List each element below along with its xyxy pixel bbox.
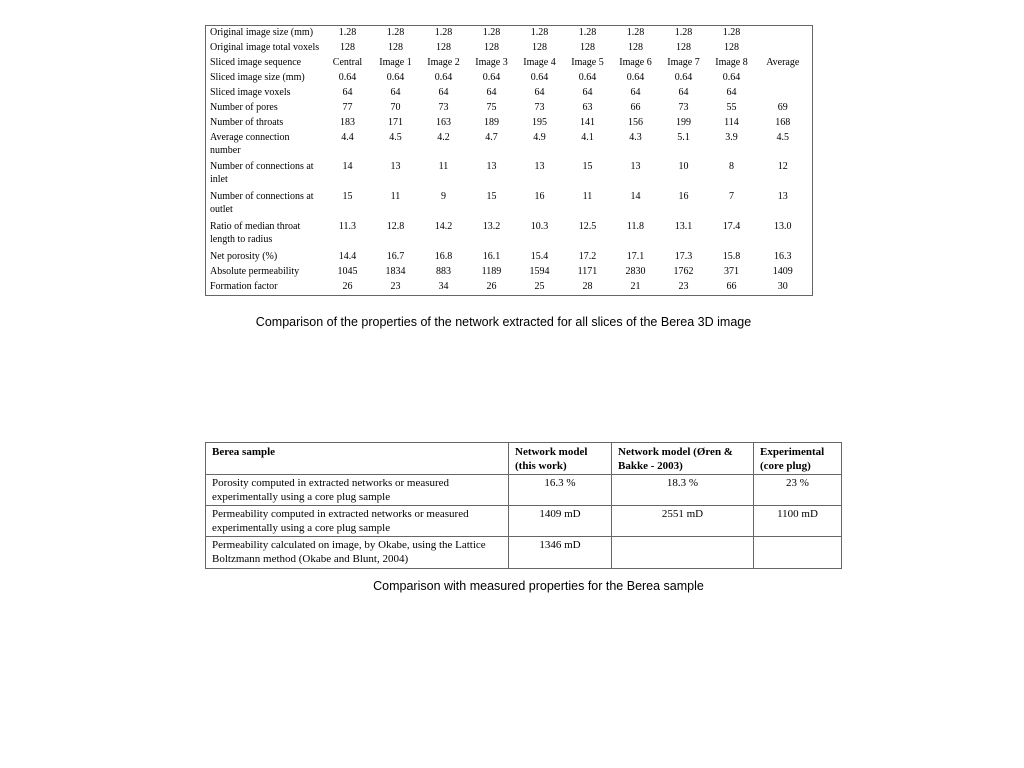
header-berea-sample: Berea sample: [206, 443, 509, 475]
table-row: [206, 537, 842, 569]
table-cell: 0.64: [674, 71, 693, 83]
header-experimental: Experimental (core plug): [754, 443, 842, 475]
table-row: [206, 506, 842, 537]
table-cell: 26: [342, 280, 353, 292]
table-cell: 141: [580, 116, 595, 128]
row-label: Permeability computed in extracted networks or measured experimentally using a core plug sample: [206, 506, 509, 537]
table-cell: 0.64: [386, 71, 405, 83]
table-cell: 70: [390, 101, 401, 113]
slice-properties-body: [206, 26, 813, 296]
table-cell: 16.1: [482, 250, 501, 262]
table-cell: 17.4: [722, 221, 741, 233]
table-cell: 14: [342, 161, 353, 173]
table-cell: 2830: [625, 265, 646, 277]
table-cell: 13.2: [482, 221, 501, 233]
table-cell: 34: [438, 280, 449, 292]
table-cell: 64: [342, 86, 353, 98]
row-label: Ratio of median throat length to radius: [210, 221, 301, 246]
table-cell: Image 8: [715, 56, 748, 68]
table-cell: [612, 537, 754, 569]
table-cell: 0.64: [578, 71, 597, 83]
table-cell: 69: [777, 101, 788, 113]
table-cell: 1171: [577, 265, 598, 277]
table-cell: [756, 41, 813, 56]
table-cell: 3.9: [725, 131, 738, 143]
row-label: Number of pores: [210, 101, 278, 113]
table-cell: 15: [486, 191, 497, 203]
table-cell: 12: [777, 161, 788, 173]
table-cell: 4.3: [629, 131, 642, 143]
table-cell: 1045: [337, 265, 358, 277]
table-cell: 28: [582, 280, 593, 292]
table1-caption: Comparison of the properties of the network extracted for all slices of the Berea 3D image: [255, 315, 752, 329]
table-cell: Image 7: [667, 56, 700, 68]
row-label: Sliced image size (mm): [210, 71, 305, 83]
table-cell: 1.28: [434, 27, 453, 38]
table-cell: 13: [534, 161, 545, 173]
table-cell: 1834: [385, 265, 406, 277]
table-cell: 4.7: [485, 131, 498, 143]
table-cell: [756, 86, 813, 101]
table-cell: 128: [580, 42, 595, 53]
table-cell: 0.64: [482, 71, 501, 83]
table-cell: 1.28: [674, 27, 693, 38]
table-cell: 1.28: [338, 27, 357, 38]
table-cell: 17.1: [626, 250, 645, 262]
table-cell: Image 4: [523, 56, 556, 68]
table-cell: 1.28: [578, 27, 597, 38]
table-cell: 168: [775, 116, 791, 128]
table-cell: 16.8: [434, 250, 453, 262]
table-row: [206, 250, 813, 265]
table-cell: 73: [438, 101, 449, 113]
table-cell: 4.5: [776, 131, 789, 143]
table-cell: 0.64: [722, 71, 741, 83]
table-cell: 17.2: [578, 250, 597, 262]
table-cell: 9: [441, 191, 446, 203]
table-cell: 1.28: [626, 27, 645, 38]
table-cell: 1762: [673, 265, 694, 277]
table-row: [206, 101, 813, 116]
table-cell: 156: [628, 116, 643, 128]
row-label: Original image size (mm): [210, 27, 314, 38]
table-cell: 73: [534, 101, 545, 113]
table-cell: 64: [534, 86, 545, 98]
table-row: [206, 86, 813, 101]
table-cell: 11.8: [626, 221, 645, 233]
table-cell: 64: [726, 86, 737, 98]
table-cell: [754, 537, 842, 569]
header-network-model-oren-bakke: Network model (Øren & Bakke - 2003): [612, 443, 754, 475]
table-cell: 1.28: [386, 27, 405, 38]
table-cell: 5.1: [677, 131, 690, 143]
row-label: Number of throats: [210, 116, 284, 128]
table-cell: 55: [726, 101, 737, 113]
table-cell: Image 6: [619, 56, 652, 68]
table-cell: 64: [390, 86, 401, 98]
table-cell: 128: [676, 42, 691, 53]
table-cell: 13.1: [674, 221, 693, 233]
row-label: Sliced image sequence: [210, 56, 302, 68]
table-cell: 11.3: [338, 221, 357, 233]
table-cell: [756, 71, 813, 86]
table-cell: Image 3: [475, 56, 508, 68]
table-cell: 23: [390, 280, 401, 292]
table-row: [206, 116, 813, 131]
table-cell: 63: [582, 101, 593, 113]
table-cell: 75: [486, 101, 497, 113]
table-cell: 11: [390, 191, 401, 203]
table-cell: 16.3: [774, 250, 792, 262]
table-cell: 77: [342, 101, 353, 113]
table-cell: Average: [766, 56, 800, 68]
table-cell: 1.28: [482, 27, 501, 38]
table-cell: 4.2: [437, 131, 450, 143]
table-cell: 128: [724, 42, 739, 53]
table-cell: 4.5: [389, 131, 402, 143]
table-cell: 2551 mD: [612, 506, 754, 537]
table-cell: 30: [777, 280, 788, 292]
table-row: [206, 160, 813, 190]
table-cell: 128: [340, 42, 355, 53]
table-cell: 883: [436, 265, 451, 277]
table-row: [206, 26, 813, 42]
table-cell: 199: [676, 116, 691, 128]
table-cell: 73: [678, 101, 689, 113]
table-row: [206, 280, 813, 296]
table-cell: 14: [630, 191, 641, 203]
table-row: [206, 475, 842, 506]
table-row: [206, 265, 813, 280]
table-cell: 13: [630, 161, 641, 173]
row-label: Absolute permeability: [210, 265, 300, 277]
table-cell: 371: [724, 265, 739, 277]
table-cell: 16: [678, 191, 689, 203]
table-cell: 14.2: [434, 221, 453, 233]
row-label: Formation factor: [210, 280, 278, 292]
table-cell: 1409: [772, 265, 793, 277]
table-cell: 11: [438, 161, 449, 173]
table-cell: 8: [729, 161, 734, 173]
table-cell: 10.3: [530, 221, 549, 233]
table-cell: 4.4: [341, 131, 354, 143]
table-cell: 4.9: [533, 131, 546, 143]
table-cell: 23 %: [754, 475, 842, 506]
table-cell: 4.1: [581, 131, 594, 143]
table-cell: [756, 26, 813, 42]
table-row: [206, 71, 813, 86]
table-row: [206, 190, 813, 220]
table-cell: 128: [532, 42, 547, 53]
table-cell: 21: [630, 280, 641, 292]
table-cell: 1409 mD: [509, 506, 612, 537]
table-cell: 64: [630, 86, 641, 98]
table-cell: 13: [390, 161, 401, 173]
table-cell: 128: [388, 42, 403, 53]
table-cell: 171: [388, 116, 403, 128]
table-cell: 16.3 %: [509, 475, 612, 506]
table-cell: 25: [534, 280, 545, 292]
row-label: Number of connections at outlet: [210, 191, 314, 216]
table-cell: 12.8: [386, 221, 405, 233]
table-cell: 15.8: [722, 250, 741, 262]
table-cell: 17.3: [674, 250, 693, 262]
row-label: Porosity computed in extracted networks or measured experimentally using a core plug sample: [206, 475, 509, 506]
berea-comparison-table: [205, 442, 842, 569]
table-cell: 0.64: [530, 71, 549, 83]
slice-properties-table: [205, 25, 813, 296]
table-cell: 15.4: [530, 250, 549, 262]
table-row: [206, 56, 813, 71]
table-cell: Image 5: [571, 56, 604, 68]
table-cell: 128: [628, 42, 643, 53]
table-cell: Central: [332, 56, 363, 68]
table-row: [206, 131, 813, 161]
table-cell: 15: [342, 191, 353, 203]
table-cell: 0.64: [338, 71, 357, 83]
table-cell: 1594: [529, 265, 550, 277]
table-row: [206, 41, 813, 56]
table-cell: 10: [678, 161, 689, 173]
table-cell: 16.7: [386, 250, 405, 262]
table-cell: 12.5: [578, 221, 597, 233]
table-cell: 18.3 %: [612, 475, 754, 506]
table-cell: 14.4: [338, 250, 357, 262]
table-cell: 7: [729, 191, 734, 203]
table-cell: 16: [534, 191, 545, 203]
table-cell: 128: [484, 42, 499, 53]
table-cell: 183: [340, 116, 355, 128]
table-cell: Image 1: [379, 56, 412, 68]
row-label: Permeability calculated on image, by Okabe, using the Lattice Boltzmann method (Okabe and Blunt, 2004): [206, 537, 509, 569]
table-cell: 64: [438, 86, 449, 98]
table-cell: 26: [486, 280, 497, 292]
row-label: Number of connections at inlet: [210, 161, 314, 186]
row-label: Original image total voxels: [210, 42, 320, 53]
table-cell: 64: [486, 86, 497, 98]
table-cell: 13: [777, 191, 788, 203]
table-cell: 195: [532, 116, 547, 128]
table-cell: 64: [678, 86, 689, 98]
table-header-row: [206, 443, 842, 475]
table-cell: 11: [582, 191, 593, 203]
row-label: Net porosity (%): [210, 250, 278, 262]
table-cell: 1346 mD: [509, 537, 612, 569]
header-network-model-this-work: Network model (this work): [509, 443, 612, 475]
table-cell: 13: [486, 161, 497, 173]
table-row: [206, 220, 813, 250]
table-cell: 64: [582, 86, 593, 98]
table-cell: 0.64: [626, 71, 645, 83]
table-cell: Image 2: [427, 56, 460, 68]
table-cell: 1100 mD: [754, 506, 842, 537]
table-cell: 114: [724, 116, 739, 128]
table-cell: 163: [436, 116, 451, 128]
table-cell: 23: [678, 280, 689, 292]
table-cell: 1.28: [722, 27, 741, 38]
table-cell: 0.64: [434, 71, 453, 83]
table-cell: 1.28: [530, 27, 549, 38]
row-label: Average connection number: [210, 131, 290, 156]
table-cell: 66: [726, 280, 737, 292]
table-cell: 1189: [481, 265, 502, 277]
table-cell: 189: [484, 116, 499, 128]
table2-caption: Comparison with measured properties for the Berea sample: [373, 579, 704, 593]
row-label: Sliced image voxels: [210, 86, 291, 98]
table-cell: 15: [582, 161, 593, 173]
table-cell: 128: [436, 42, 451, 53]
table-cell: 13.0: [774, 221, 792, 233]
table-cell: 66: [630, 101, 641, 113]
